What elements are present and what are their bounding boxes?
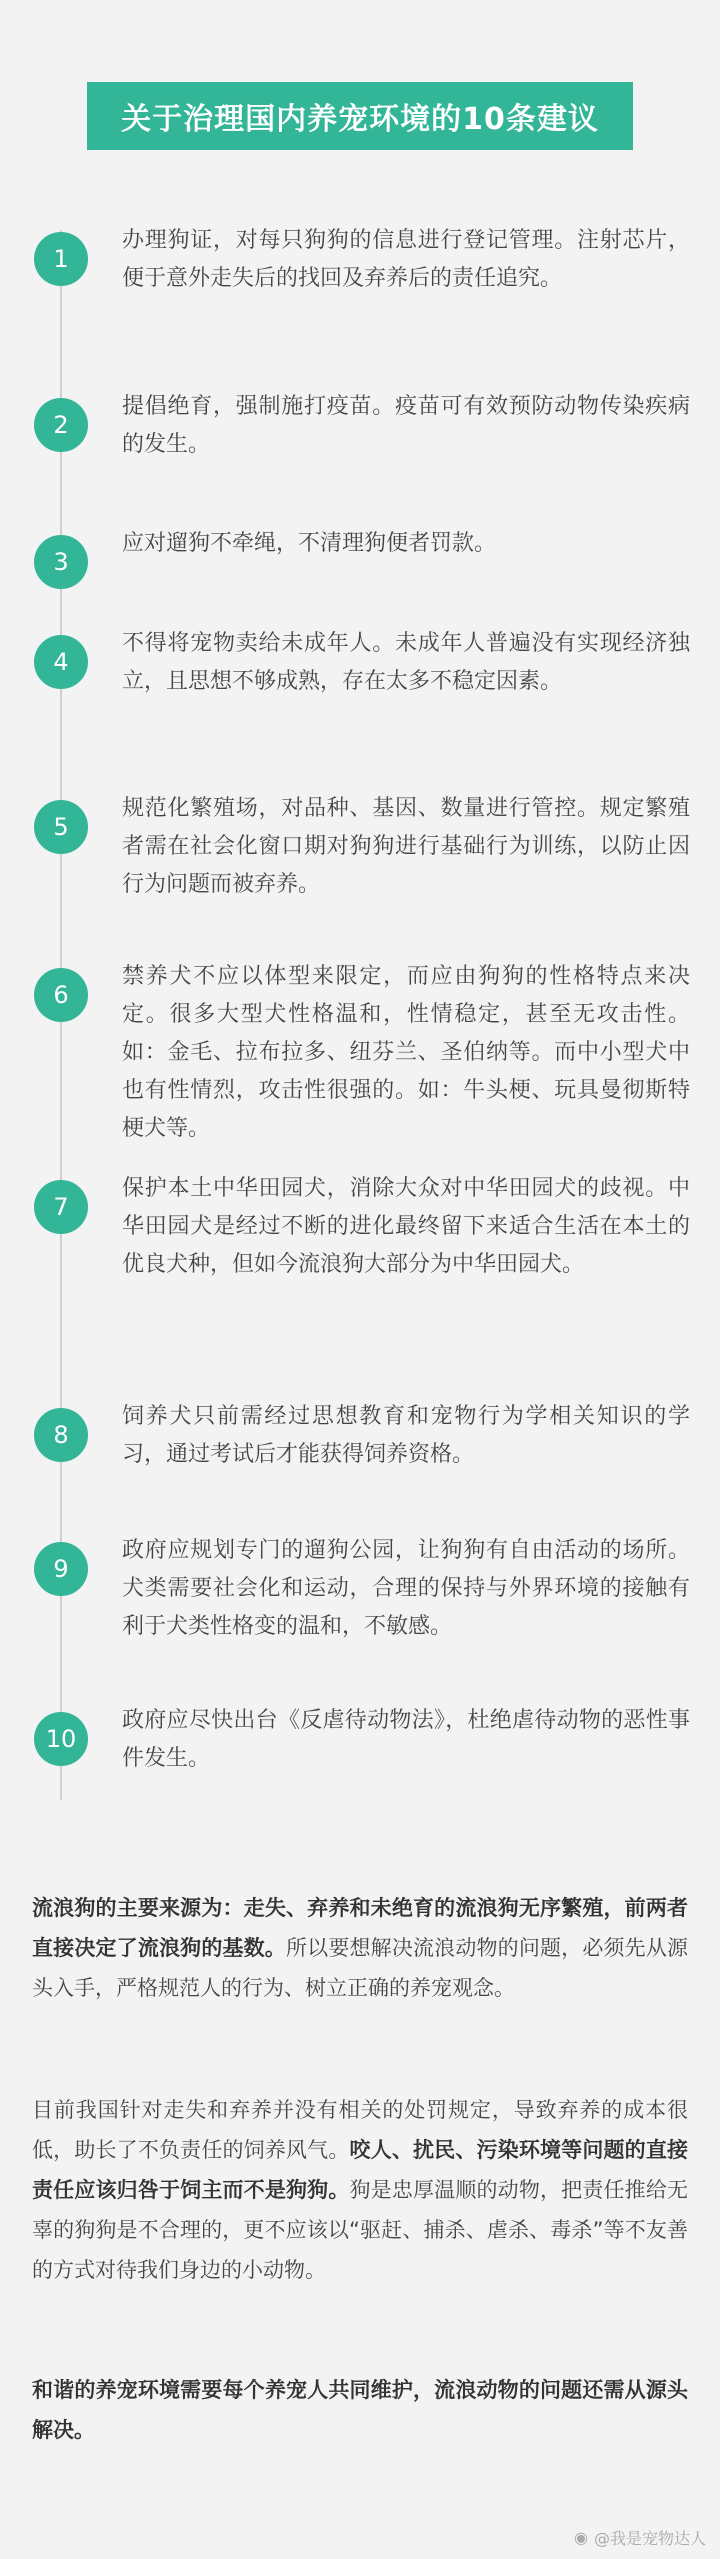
watermark-text: @我是宠物达人 [593, 2529, 706, 2548]
page-title: 关于治理国内养宠环境的10条建议 [87, 82, 633, 150]
item-text: 应对遛狗不牵绳，不清理狗便者罚款。 [122, 531, 497, 556]
paragraph-text: 目前我国针对走失和弃养并没有相关的处罚规定，导致弃养的成本很低，助长了不负责任的饲养风气。 [32, 2098, 688, 2162]
item-number-badge: 4 [34, 635, 88, 689]
item-text: 保护本土中华田园犬，消除大众对中华田园犬的歧视。中华田园犬是经过不断的进化最终留下来适合生活在本土的优良犬种，但如今流浪狗大部分为中华田园犬。 [122, 1176, 690, 1277]
watermark [574, 2526, 706, 2549]
paragraph-bold-text: 流浪狗的主要来源为：走失、弃养和未绝育的流浪狗无序繁殖，前两者直接决定了流浪狗的基数。 [32, 1896, 688, 1960]
item-number-badge: 2 [34, 398, 88, 452]
item-text: 不得将宠物卖给未成年人。未成年人普遍没有实现经济独立，且思想不够成熟，存在太多不稳定因素。 [122, 631, 690, 694]
item-number-badge: 10 [34, 1712, 88, 1766]
paragraph-text: 狗是忠厚温顺的动物，把责任推给无辜的狗狗是不合理的，更不应该以“驱赶、捕杀、虐杀、毒杀”等不友善的方式对待我们身边的小动物。 [32, 2178, 688, 2282]
item-text: 提倡绝育，强制施打疫苗。疫苗可有效预防动物传染疾病的发生。 [122, 394, 690, 457]
item-text: 办理狗证，对每只狗狗的信息进行登记管理。注射芯片，便于意外走失后的找回及弃养后的责任追究。 [122, 228, 690, 291]
item-number-badge: 5 [34, 800, 88, 854]
weibo-icon: ◉ [574, 2528, 588, 2547]
item-text: 禁养犬不应以体型来限定，而应由狗狗的性格特点来决定。很多大型犬性格温和，性情稳定，甚至无攻击性。如：金毛、拉布拉多、纽芬兰、圣伯纳等。而中小型犬中也有性情烈，攻击性很强的。如：牛头梗、玩具曼彻斯特梗犬等。 [122, 964, 690, 1141]
item-text: 规范化繁殖场，对品种、基因、数量进行管控。规定繁殖者需在社会化窗口期对狗狗进行基础行为训练，以防止因行为问题而被弃养。 [122, 796, 690, 897]
item-number-badge: 3 [34, 535, 88, 589]
item-text: 政府应尽快出台《反虐待动物法》，杜绝虐待动物的恶性事件发生。 [122, 1708, 690, 1771]
item-number-badge: 9 [34, 1542, 88, 1596]
paragraph-bold-text: 和谐的养宠环境需要每个养宠人共同维护，流浪动物的问题还需从源头解决。 [32, 2378, 688, 2442]
paragraph-sources [32, 1888, 688, 2008]
item-text: 饲养犬只前需经过思想教育和宠物行为学相关知识的学习，通过考试后才能获得饲养资格。 [122, 1404, 690, 1467]
item-number-badge: 8 [34, 1408, 88, 1462]
title-wrap [0, 82, 720, 150]
paragraph-bold-text: 咬人、扰民、污染环境等问题的直接责任应该归咎于饲主而不是狗狗。 [32, 2138, 688, 2202]
item-number-badge: 1 [34, 232, 88, 286]
paragraph-conclusion [32, 2370, 688, 2450]
paragraph-responsibility [32, 2090, 688, 2290]
item-number-badge: 7 [34, 1180, 88, 1234]
item-text: 政府应规划专门的遛狗公园，让狗狗有自由活动的场所。犬类需要社会化和运动，合理的保持与外界环境的接触有利于犬类性格变的温和，不敏感。 [122, 1538, 690, 1639]
item-number-badge: 6 [34, 968, 88, 1022]
paragraph-text: 所以要想解决流浪动物的问题，必须先从源头入手，严格规范人的行为、树立正确的养宠观念。 [32, 1936, 688, 2000]
